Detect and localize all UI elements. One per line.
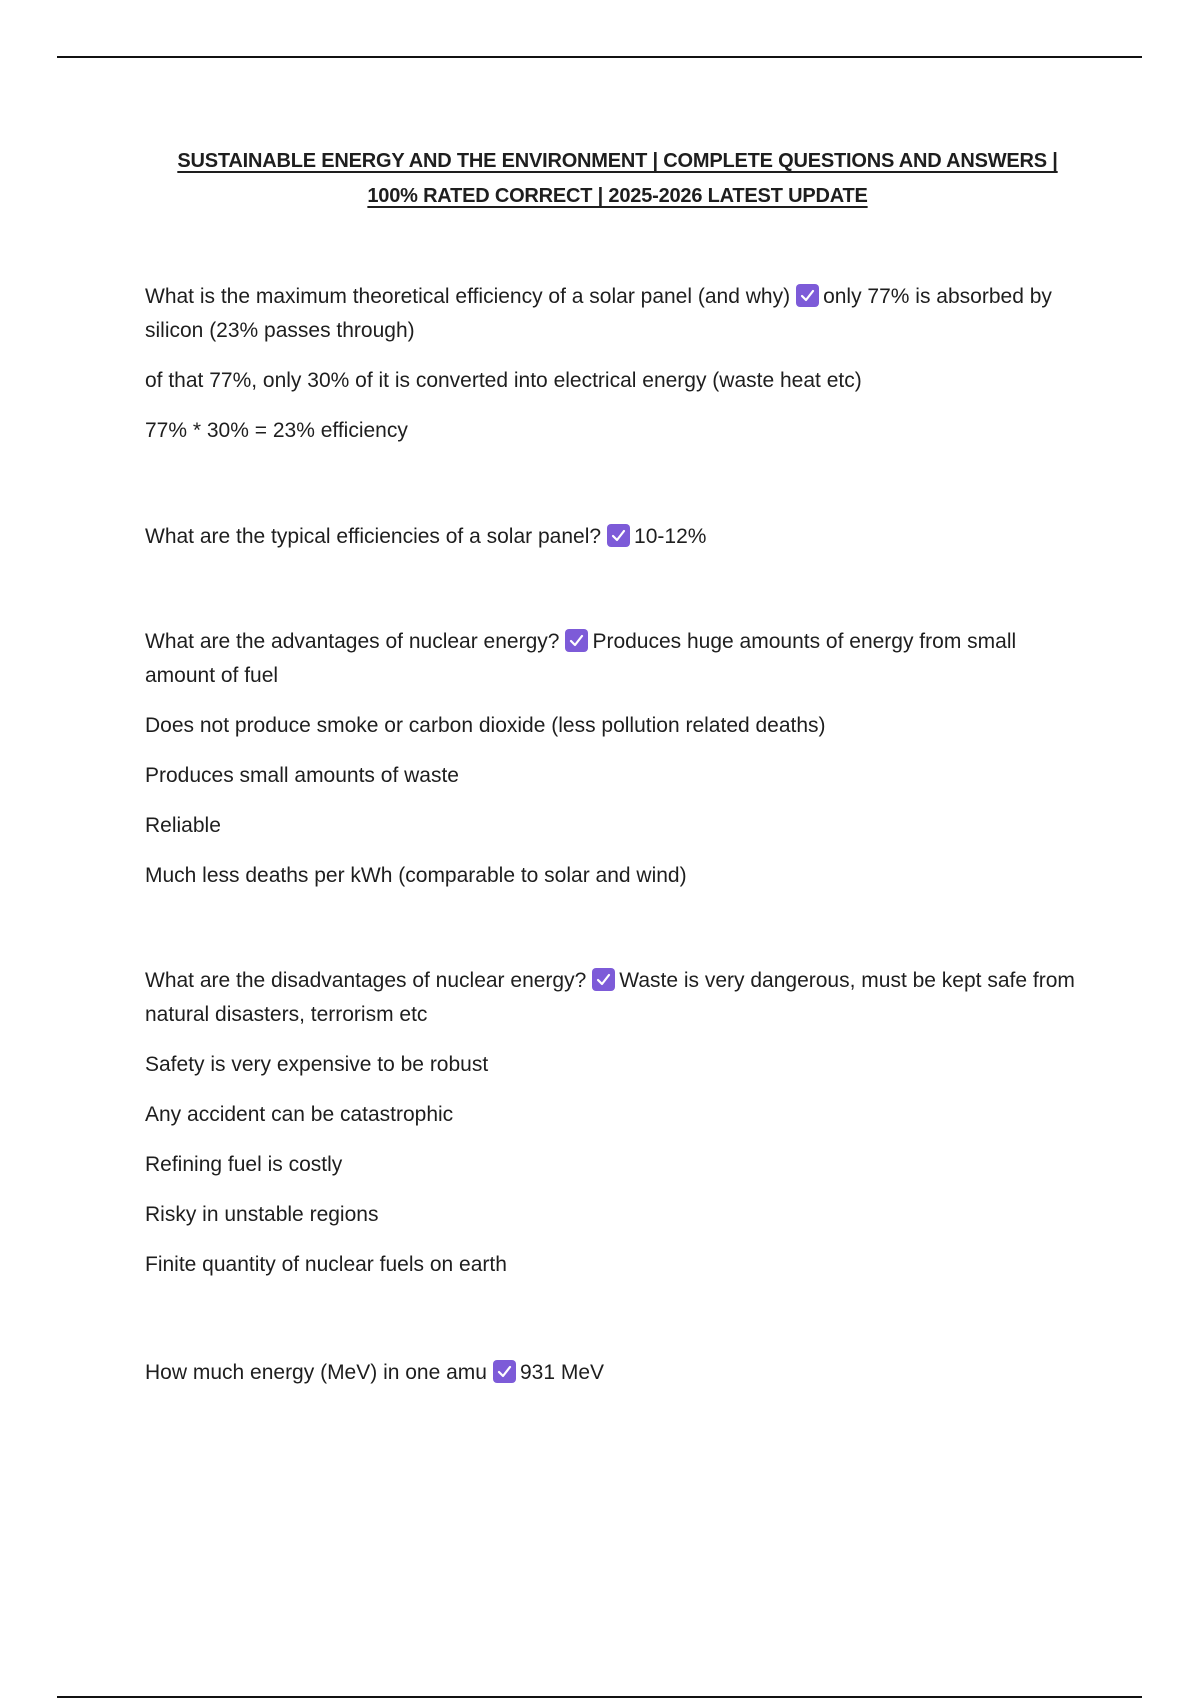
question-text: What are the disadvantages of nuclear energy? (145, 969, 587, 992)
answer-text: 10-12% (634, 525, 707, 548)
header-rule (57, 56, 1142, 58)
question-text: How much energy (MeV) in one amu (145, 1361, 487, 1384)
answer-line: Safety is very expensive to be robust (145, 1053, 489, 1076)
answer-text: only 77% is absorbed by silicon (23% passes through) (145, 285, 1052, 342)
answer-line: of that 77%, only 30% of it is converted into electrical energy (waste heat etc) (145, 369, 862, 392)
question-text: What are the advantages of nuclear energy? (145, 630, 560, 653)
answer-line: Risky in unstable regions (145, 1203, 379, 1226)
qa-question-line (145, 1356, 1085, 1390)
checkbox-checked-icon (493, 1360, 516, 1383)
answer-line: Reliable (145, 814, 221, 837)
question-text: What are the typical efficiencies of a solar panel? (145, 525, 602, 548)
checkbox-checked-icon (592, 968, 615, 991)
answer-line: Produces small amounts of waste (145, 764, 459, 787)
qa-block-5 (145, 1356, 1085, 1406)
qa-question-line (145, 280, 1085, 348)
qa-block-2 (145, 520, 1085, 570)
answer-text: Waste is very dangerous, must be kept safe from natural disasters, terrorism etc (145, 969, 1075, 1026)
answer-line: 77% * 30% = 23% efficiency (145, 419, 408, 442)
checkbox-checked-icon (796, 284, 819, 307)
qa-question-line (145, 625, 1085, 693)
qa-question-line (145, 520, 1085, 554)
qa-question-line (145, 964, 1085, 1032)
answer-line: Finite quantity of nuclear fuels on earth (145, 1253, 507, 1276)
checkbox-checked-icon (565, 629, 588, 652)
answer-line: Much less deaths per kWh (comparable to solar and wind) (145, 864, 687, 887)
title-line-2: 100% RATED CORRECT | 2025-2026 LATEST UPDATE (367, 185, 868, 207)
footer-rule (57, 1696, 1142, 1698)
question-text: What is the maximum theoretical efficiency of a solar panel (and why) (145, 285, 791, 308)
answer-text: Produces huge amounts of energy from small amount of fuel (145, 630, 1017, 687)
checkbox-checked-icon (607, 524, 630, 547)
answer-text: 931 MeV (519, 1361, 605, 1384)
title-line-1: SUSTAINABLE ENERGY AND THE ENVIRONMENT | COMPLETE QUESTIONS AND ANSWERS | (177, 150, 1058, 172)
qa-block-1 (145, 280, 1085, 464)
answer-line: Refining fuel is costly (145, 1153, 343, 1176)
answer-line: Any accident can be catastrophic (145, 1103, 454, 1126)
answer-line: Does not produce smoke or carbon dioxide (less pollution related deaths) (145, 714, 826, 737)
qa-block-4 (145, 964, 1085, 1298)
document-title (120, 144, 1115, 214)
qa-block-3 (145, 625, 1085, 909)
